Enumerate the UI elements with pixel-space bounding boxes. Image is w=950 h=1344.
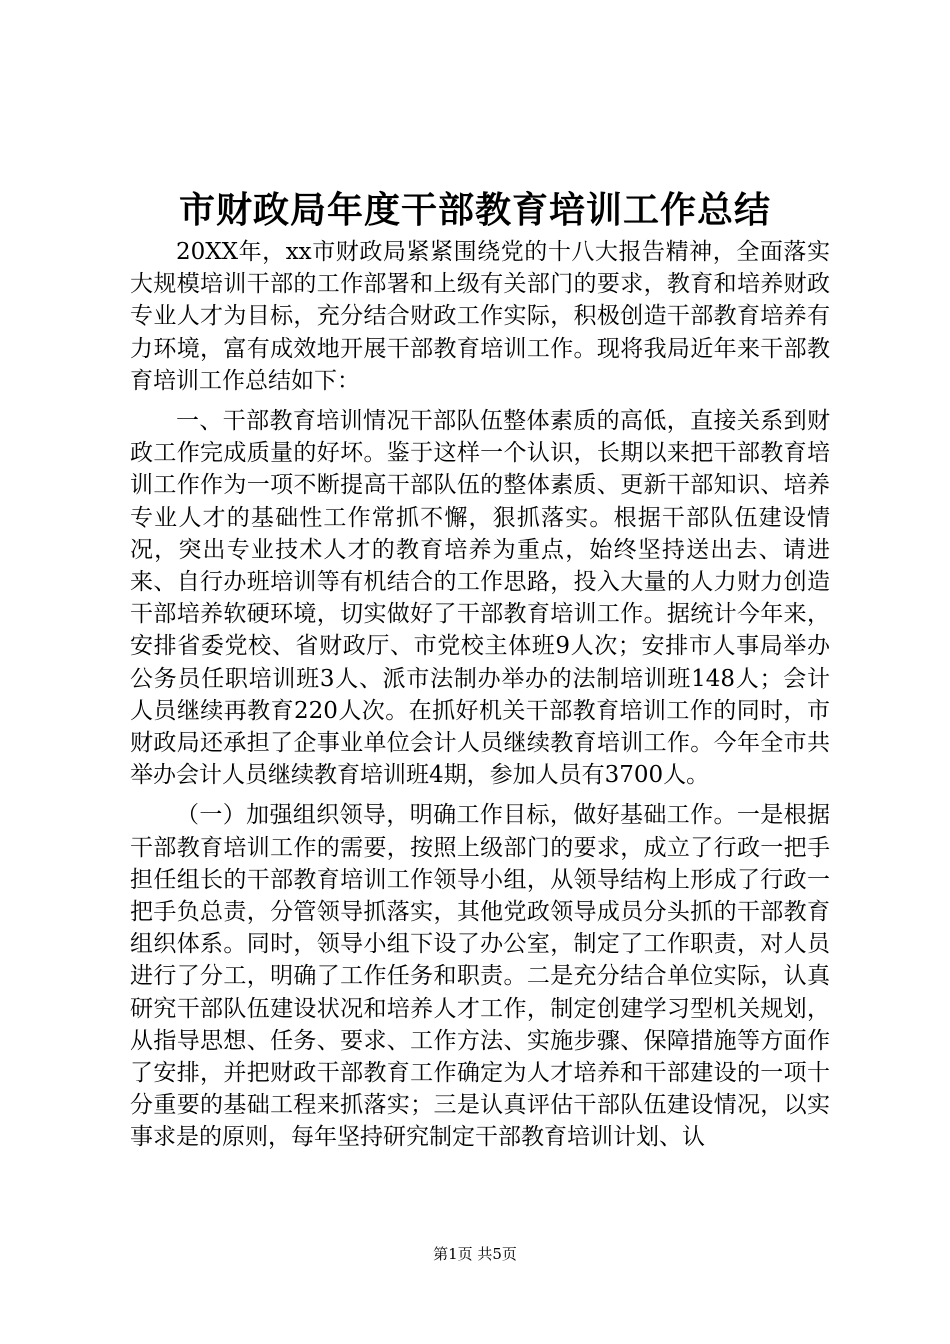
page-number-footer: 第1页 共5页 [433,1245,517,1263]
document-title: 市财政局年度干部教育培训工作总结 [178,189,771,231]
paragraph-subsection-one: （一）加强组织领导，明确工作目标，做好基础工作。一是根据干部教育培训工作的需要，按照上级部门的要求，成立了行政一把手担任组长的干部教育培训工作领导小组，从领导结构上形成了行政一把手负总责，分管领导抓落实，其他党政领导成员分头抓的干部教育组织体系。同时，领导小组下设了办公室，制定了工作职责，对人员进行了分工，明确了工作任务和职责。二是充分结合单位实际，认真研究干部队伍建设状况和培养人才工作，制定创建学习型机关规划，从指导思想、任务、要求、工作方法、实施步骤、保障措施等方面作了安排，并把财政干部教育工作确定为人才培养和干部建设的一项十分重要的基础工程来抓落实；三是认真评估干部队伍建设情况，以实事求是的原则，每年坚持研究制定干部教育培训计划、认 [130,802,830,1151]
paragraph-section-one: 一、干部教育培训情况干部队伍整体素质的高低，直接关系到财政工作完成质量的好坏。鉴于这样一个认识，长期以来把干部教育培训工作作为一项不断提高干部队伍的整体素质、更新干部知识、培养专业人才的基础性工作常抓不懈，狠抓落实。根据干部队伍建设情况，突出专业技术人才的教育培养为重点，始终坚持送出去、请进来、自行办班培训等有机结合的工作思路，投入大量的人力财力创造干部培养软硬环境，切实做好了干部教育培训工作。据统计今年来，安排省委党校、省财政厅、市党校主体班9人次；安排市人事局举办公务员任职培训班3人、派市法制办举办的法制培训班148人；会计人员继续再教育220人次。在抓好机关干部教育培训工作的同时，市财政局还承担了企事业单位会计人员继续教育培训工作。今年全市共举办会计人员继续教育培训班4期，参加人员有3700人。 [130,408,830,789]
paragraph-intro: 20XX年，xx市财政局紧紧围绕党的十八大报告精神，全面落实大规模培训干部的工作部署和上级有关部门的要求，教育和培养财政专业人才为目标，充分结合财政工作实际，积极创造干部教育培养有力环境，富有成效地开展干部教育培训工作。现将我局近年来干部教育培训工作总结如下： [130,239,830,394]
document-body [130,236,830,1154]
